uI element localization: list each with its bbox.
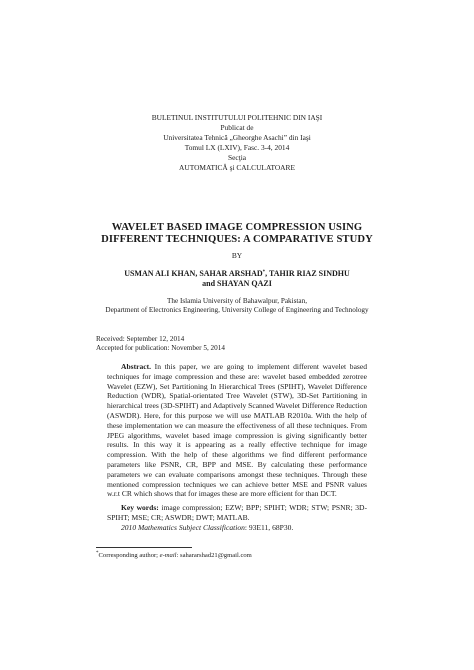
footnote-divider: [96, 547, 192, 548]
footnote-text: Corresponding author;: [98, 552, 160, 559]
abstract-paragraph: [107, 362, 367, 499]
corresponding-author-mark: *: [262, 270, 266, 275]
publisher-name: Universitatea Tehnică „Gheorghe Asachi” din Iaşi: [163, 133, 311, 142]
accepted-date: Accepted for publication: November 5, 2014: [96, 344, 225, 352]
affiliation-university: The Islamia University of Bahawalpur, Pakistan,: [166, 297, 308, 305]
authors-line-1: [0, 269, 474, 279]
authors-part-1: USMAN ALI KHAN, SAHAR ARSHAD: [124, 269, 263, 278]
footnote-mark: *: [96, 551, 99, 556]
title-line-2: DIFFERENT TECHNIQUES: A COMPARATIVE STUDY: [101, 234, 373, 245]
affiliation-department: Department of Electronics Engineering, University College of Engineering and Technology: [105, 306, 369, 314]
msc-classification: [121, 523, 293, 532]
publisher-label: Publicat de: [220, 123, 254, 132]
abstract-label: Abstract.: [121, 362, 151, 371]
authors-part-2: , TAHIR RIAZ SINDHU: [265, 269, 350, 278]
keywords-label: Key words:: [121, 503, 159, 512]
keywords-text: image compression; EZW; BPP; SPIHT; WDR; STW; PSNR; 3D-SPIHT; MSE; CR; ASWDR; DWT; MATLAB.: [107, 503, 367, 522]
section-label: Secţia: [227, 153, 247, 162]
section-name: AUTOMATICĂ şi CALCULATOARE: [179, 163, 295, 172]
keywords-paragraph: [107, 503, 367, 523]
received-date: Received: September 12, 2014: [96, 335, 185, 343]
msc-label: 2010 Mathematics Subject Classification: [121, 523, 245, 532]
by-label: BY: [231, 251, 243, 260]
footnote: [96, 552, 252, 559]
email-label: e-mail: [159, 552, 177, 559]
abstract-text: In this paper, we are going to implement different wavelet based techniques for image compression and these are: wavelet based embedded zerotree Wavelet (EZW), Set Partitioning In Hierarchical Trees (SPIHT), Wavelet Difference Reduction (WDR), Spatial-orientated Tree Wavelet (STW), 3D-Set Partitioning in hierarchical trees (3D-SPIHT) and Adaptively Scanned Wavelet Difference Reduction (ASWDR). Here, for this purpose we will use MATLAB R2010a. With the help of these implementation we can measure the effectiveness of all these techniques. From JPEG algorithms, wavelet based image compression is giving significantly better results. In this way it is appearing as a really effective technique for image compression. With the help of these algorithms we find different performance parameters like PSNR, CR, BPP and MSE. By calculating these performance parameters we can evaluate comparisons amongst these techniques. Through these mentioned compression techniques we can achieve better MSE and PSNR values w.r.t CR which shows that for images these are more efficient for than DCT.: [107, 362, 367, 499]
journal-name: BULETINUL INSTITUTULUI POLITEHNIC DIN IAŞI: [151, 113, 323, 122]
volume-info: Tomul LX (LXIV), Fasc. 3-4, 2014: [184, 143, 290, 152]
msc-codes: : 93E11, 68P30.: [244, 523, 294, 532]
corresponding-email: : sahararshad21@gmail.com: [176, 552, 252, 559]
authors-line-2: and SHAYAN QAZI: [202, 279, 272, 288]
title-line-1: WAVELET BASED IMAGE COMPRESSION USING: [111, 222, 363, 233]
